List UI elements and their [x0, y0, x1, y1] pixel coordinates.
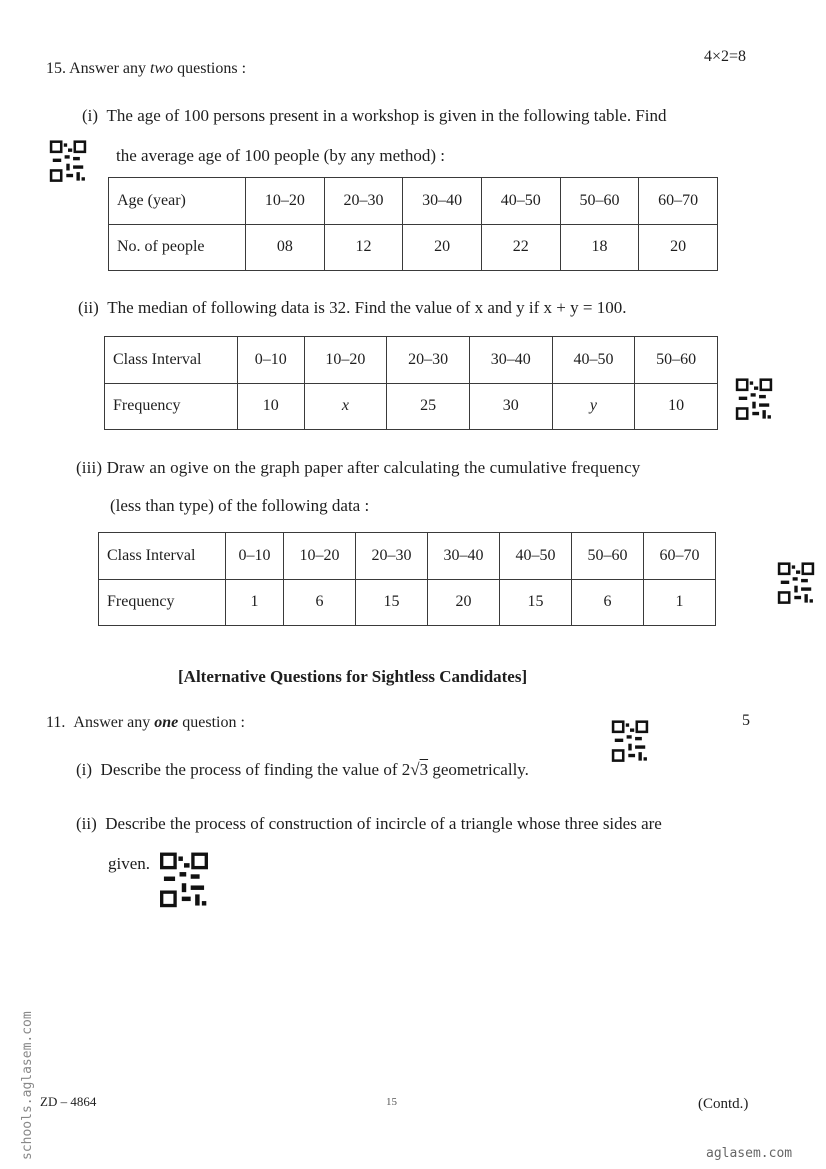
table-cell: 10 [635, 383, 718, 430]
table-cell: 60–70 [643, 533, 715, 580]
site-watermark-left: schools.aglasem.com [20, 1011, 35, 1160]
table-cell: 25 [387, 383, 470, 430]
qr-code-icon [46, 140, 90, 184]
question-15-header [46, 60, 246, 78]
table-cell: 30–40 [427, 533, 499, 580]
contd-label: (Contd.) [698, 1096, 749, 1112]
table-cell: 1 [226, 579, 284, 626]
table-cell: 18 [560, 224, 639, 271]
table-cell: 10–20 [283, 533, 355, 580]
table-cell: 50–60 [560, 178, 639, 225]
age-table [108, 177, 718, 271]
table-cell: No. of people [109, 224, 246, 271]
median-table [104, 336, 718, 430]
table-cell: Frequency [99, 579, 226, 626]
table-cell: x [304, 383, 387, 430]
table-cell: 30–40 [403, 178, 482, 225]
alt-part-i: (i) Describe the process of finding the value of 2√3 geometrically. [76, 760, 529, 779]
part-i-line2: the average age of 100 people (by any method) : [116, 146, 446, 165]
table-row [99, 579, 716, 626]
table-cell: 20–30 [324, 178, 403, 225]
table-cell: 40–50 [552, 337, 635, 384]
table-cell: 15 [355, 579, 427, 626]
table-row [105, 337, 718, 384]
question-15-marks: 4×2=8 [704, 48, 747, 65]
table-cell: 1 [643, 579, 715, 626]
part-ii-line1: (ii) The median of following data is 32. Find the value of x and y if x + y = 100. [78, 298, 627, 317]
table-cell: Class Interval [105, 337, 238, 384]
qr-code-icon [158, 852, 210, 910]
part-iii-line1: (iii) Draw an ogive on the graph paper after calculating the cumulative frequency [76, 458, 641, 477]
table-cell: 6 [571, 579, 643, 626]
table-cell: 40–50 [499, 533, 571, 580]
table-row [99, 533, 716, 580]
alt-part-ii-line2: given. [108, 854, 151, 873]
qr-code-icon [732, 378, 776, 422]
table-cell: 10–20 [304, 337, 387, 384]
table-cell: 22 [481, 224, 560, 271]
alternative-heading: [Alternative Questions for Sightless Candidates] [178, 667, 528, 686]
table-cell: 60–70 [639, 178, 718, 225]
table-cell: 30 [469, 383, 552, 430]
table-cell: 40–50 [481, 178, 560, 225]
question-number: 15. [46, 60, 66, 77]
part-iii-line2: (less than type) of the following data : [110, 496, 370, 515]
table-cell: 10–20 [246, 178, 325, 225]
site-watermark-right: aglasem.com [706, 1146, 793, 1161]
table-cell: 0–10 [226, 533, 284, 580]
table-cell: 20–30 [355, 533, 427, 580]
table-cell: 20–30 [387, 337, 470, 384]
table-cell: y [552, 383, 635, 430]
question-11-marks: 5 [742, 712, 750, 729]
table-cell: 08 [246, 224, 325, 271]
alt-part-ii-line1: (ii) Describe the process of construction of incircle of a triangle whose three sides are [76, 814, 662, 833]
qr-code-icon [774, 562, 818, 606]
table-cell: 30–40 [469, 337, 552, 384]
part-i-line1: (i) The age of 100 persons present in a workshop is given in the following table. Find [82, 106, 667, 125]
table-row [109, 224, 718, 271]
table-row [109, 178, 718, 225]
question-11-header: 11. Answer any one question : [46, 714, 245, 731]
ogive-table [98, 532, 716, 626]
table-cell: Age (year) [109, 178, 246, 225]
table-cell: 15 [499, 579, 571, 626]
table-cell: 0–10 [238, 337, 305, 384]
table-cell: 20 [639, 224, 718, 271]
table-cell: Class Interval [99, 533, 226, 580]
paper-code: ZD – 4864 [40, 1094, 97, 1109]
table-cell: 50–60 [571, 533, 643, 580]
table-cell: 10 [238, 383, 305, 430]
table-cell: 12 [324, 224, 403, 271]
table-cell: 20 [403, 224, 482, 271]
table-cell: 50–60 [635, 337, 718, 384]
table-cell: 6 [283, 579, 355, 626]
question-instruction: Answer any two questions : [69, 60, 247, 77]
qr-code-icon [608, 720, 652, 764]
table-cell: Frequency [105, 383, 238, 430]
table-row [105, 383, 718, 430]
table-cell: 20 [427, 579, 499, 626]
page-number: 15 [386, 1096, 397, 1108]
